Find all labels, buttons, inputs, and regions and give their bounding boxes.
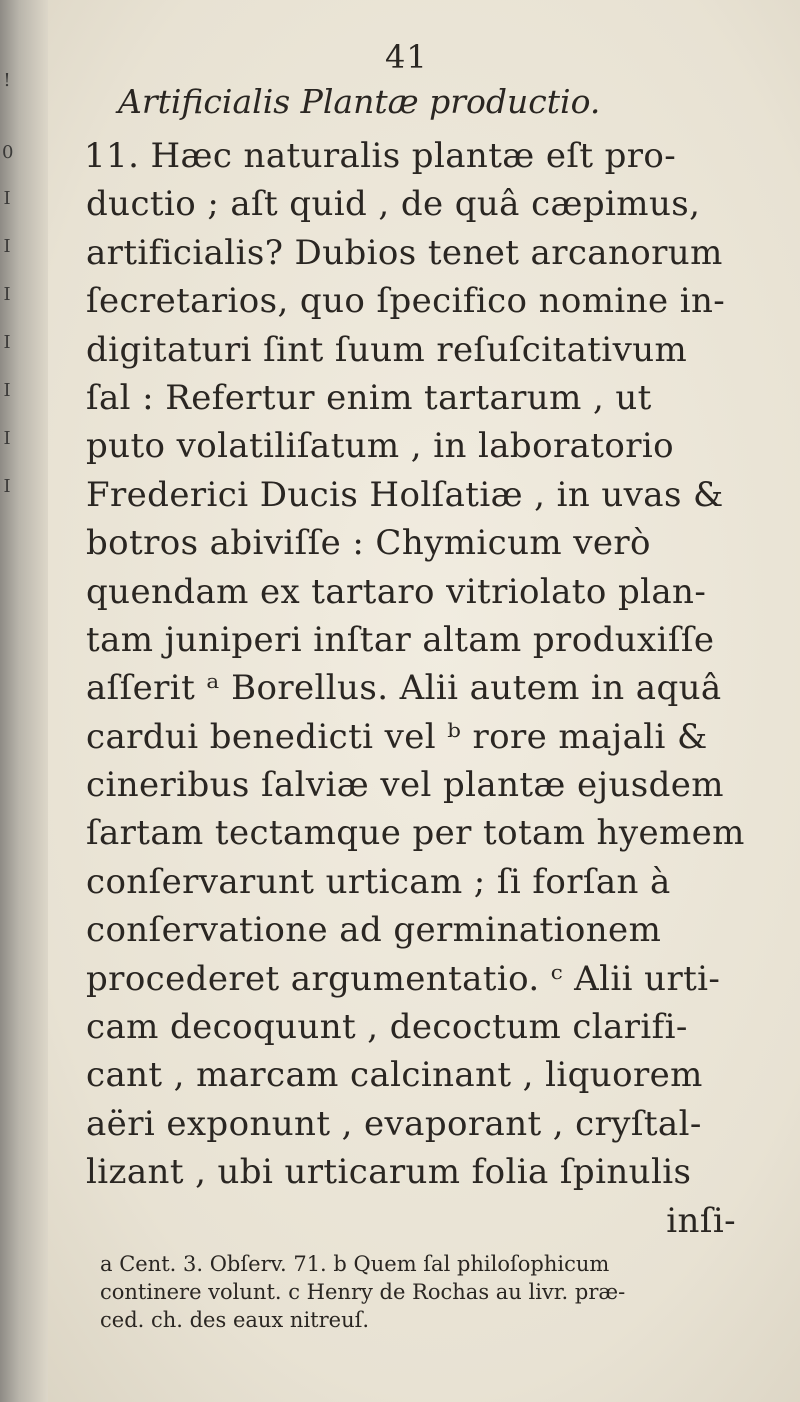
text-line: cam decoquunt , decoctum clarifi-	[86, 1007, 688, 1048]
text-line: ſecretarios, quo ſpecifico nomine in-	[86, 281, 726, 322]
gutter-mark: I	[3, 284, 11, 305]
text-line: ductio ; aſt quid , de quâ cæpimus,	[86, 184, 701, 225]
text-line: cardui benedicti vel ᵇ rore majali &	[86, 716, 708, 757]
text-line: aſſerit ᵃ Borellus. Alii autem in aquâ	[86, 668, 722, 709]
text-line: 11. Hæc naturalis plantæ eſt pro-	[84, 136, 677, 176]
text-line: puto volatiliſatum , in laboratorio	[86, 426, 674, 467]
gutter-mark: !	[3, 70, 11, 91]
text-line: ſartam tectamque per totam hyemem	[86, 813, 745, 854]
text-line: conſervarunt urticam ; ſi forſan à	[86, 861, 671, 902]
gutter-mark: I	[3, 476, 11, 497]
gutter-mark: I	[3, 236, 11, 257]
body-text	[84, 132, 745, 1245]
text-line: cineribus ſalviæ vel plantæ ejusdem	[86, 765, 724, 806]
running-head: Artificialis Plantæ productio.	[118, 82, 601, 121]
gutter-mark: I	[3, 428, 11, 449]
page-number: 41	[385, 38, 428, 76]
text-line: quendam ex tartaro vitriolato plan-	[86, 571, 707, 612]
gutter-mark: 0	[2, 142, 14, 163]
text-line: ſal : Refertur enim tartarum , ut	[86, 377, 652, 418]
text-line: lizant , ubi urticarum folia ſpinulis	[86, 1152, 692, 1193]
binding-gutter	[0, 0, 48, 1402]
text-line: Frederici Ducis Holſatiæ , in uvas &	[86, 474, 724, 515]
catchword: inſi-	[666, 1200, 736, 1241]
text-line: botros abiviſſe : Chymicum verò	[86, 523, 651, 564]
text-line: conſervatione ad germinationem	[86, 910, 662, 951]
text-line: cant , marcam calcinant , liquorem	[86, 1055, 703, 1096]
footnotes	[100, 1250, 790, 1334]
text-line: aëri exponunt , evaporant , cryſtal-	[86, 1103, 702, 1144]
text-line: tam juniperi inſtar altam produxiſſe	[86, 619, 715, 660]
text-line: digitaturi ſint ſuum reſuſcitativum	[86, 329, 688, 370]
footnote-line: ced. ch. des eaux nitreuſ.	[100, 1308, 370, 1332]
text-line: procederet argumentatio. ᶜ Alii urti-	[86, 958, 721, 999]
gutter-mark: I	[3, 332, 11, 353]
gutter-mark: I	[3, 188, 11, 209]
text-line: artificialis? Dubios tenet arcanorum	[86, 232, 723, 273]
footnote-line: continere volunt. c Henry de Rochas au livr. præ-	[100, 1280, 626, 1304]
gutter-mark: I	[3, 380, 11, 401]
footnote-line: a Cent. 3. Obſerv. 71. b Quem ſal philoſophicum	[100, 1252, 610, 1276]
